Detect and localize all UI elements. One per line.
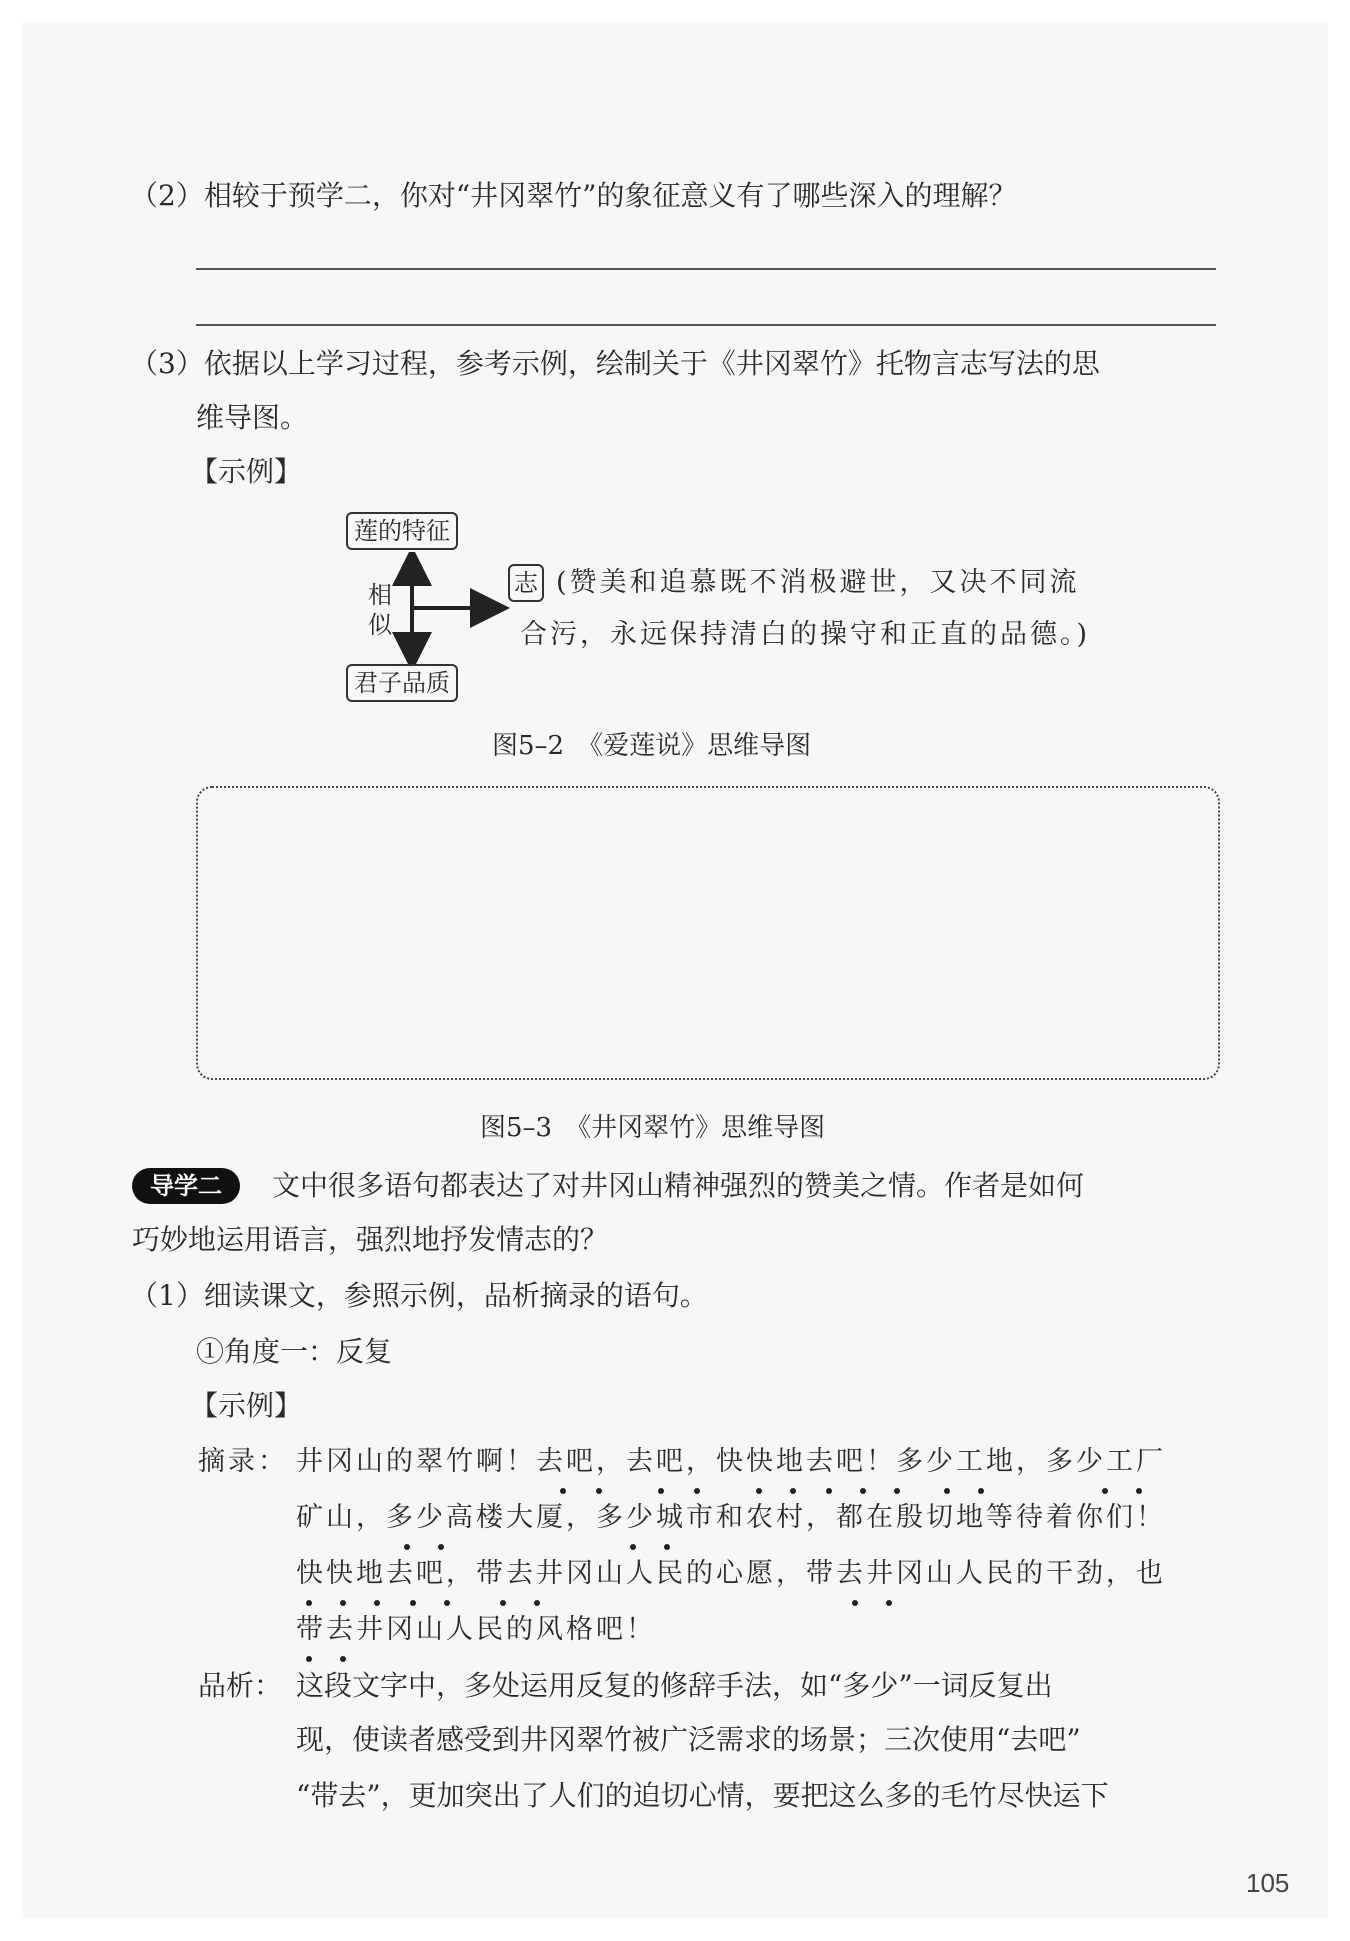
zhi-box: 志 bbox=[508, 564, 544, 602]
excerpt-line-4: 带去井冈山人民的风格吧！ bbox=[296, 1614, 656, 1645]
emphasis-dot bbox=[886, 1600, 892, 1606]
emphasis-dot bbox=[664, 1544, 670, 1550]
emphasis-dot bbox=[374, 1600, 380, 1606]
analysis-line-1: 这段文字中，多处运用反复的修辞手法，如“多少”一词反复出 bbox=[296, 1669, 1053, 1702]
emphasis-dot bbox=[438, 1544, 444, 1550]
page-number: 105 bbox=[1246, 1868, 1290, 1898]
mindmap-arrows bbox=[390, 552, 510, 664]
lotus-feature-box: 莲的特征 bbox=[346, 512, 458, 550]
emphasis-dot bbox=[894, 1488, 900, 1494]
question-3-line-1: （3）依据以上学习过程，参考示例，绘制关于《井冈翠竹》托物言志写法的思 bbox=[130, 347, 1100, 380]
mindmap-drawing-area[interactable] bbox=[196, 786, 1220, 1080]
emphasis-dot bbox=[534, 1600, 540, 1606]
guided-study-2-line-1: 文中很多语句都表达了对井冈山精神强烈的赞美之情。作者是如何 bbox=[272, 1169, 1085, 1202]
analysis-line-2: 现，使读者感受到井冈翠竹被广泛需求的场景；三次使用“去吧” bbox=[296, 1723, 1081, 1756]
answer-line-2[interactable] bbox=[196, 324, 1216, 326]
emphasis-dot bbox=[790, 1488, 796, 1494]
emphasis-dot bbox=[306, 1656, 312, 1662]
emphasis-dot bbox=[756, 1488, 762, 1494]
emphasis-dot bbox=[340, 1600, 346, 1606]
example-label-2: 【示例】 bbox=[190, 1389, 303, 1422]
analysis-line-3: “带去”，更加突出了人们的迫切心情，要把这么多的毛竹尽快运下 bbox=[296, 1779, 1109, 1812]
angle-1: ①角度一：反复 bbox=[196, 1335, 393, 1368]
emphasis-dot bbox=[852, 1600, 858, 1606]
question-2: （2）相较于预学二，你对“井冈翠竹”的象征意义有了哪些深入的理解？ bbox=[130, 179, 1017, 212]
figure-5-2-caption: 图5–2 《爱莲说》思维导图 bbox=[492, 731, 812, 761]
emphasis-dot bbox=[340, 1656, 346, 1662]
zhi-text-1: (赞美和追慕既不消极避世，又决不同流 bbox=[556, 567, 1080, 598]
excerpt-line-1: 井冈山的翠竹啊！去吧，去吧，快快地去吧！多少工地，多少工厂 bbox=[296, 1446, 1166, 1477]
gentleman-quality-box: 君子品质 bbox=[346, 664, 458, 702]
emphasis-dot bbox=[1136, 1488, 1142, 1494]
excerpt-label: 摘录： bbox=[198, 1446, 288, 1477]
emphasis-dot bbox=[658, 1488, 664, 1494]
figure-5-3-caption: 图5–3 《井冈翠竹》思维导图 bbox=[480, 1113, 826, 1143]
emphasis-dot bbox=[860, 1488, 866, 1494]
excerpt-line-3: 快快地去吧，带去井冈山人民的心愿，带去井冈山人民的干劲，也 bbox=[296, 1558, 1166, 1589]
question-3-line-2: 维导图。 bbox=[196, 401, 309, 434]
guided-study-2-badge: 导学二 bbox=[132, 1168, 240, 1204]
zhi-text-2: 合污，永远保持清白的操守和正直的品德。) bbox=[520, 619, 1091, 650]
sub-question-1: （1）细读课文，参照示例，品析摘录的语句。 bbox=[130, 1279, 708, 1312]
example-label: 【示例】 bbox=[190, 455, 303, 488]
answer-line-1[interactable] bbox=[196, 268, 1216, 270]
emphasis-dot bbox=[596, 1488, 602, 1494]
emphasis-dot bbox=[444, 1600, 450, 1606]
emphasis-dot bbox=[826, 1488, 832, 1494]
emphasis-dot bbox=[306, 1600, 312, 1606]
emphasis-dot bbox=[404, 1544, 410, 1550]
emphasis-dot bbox=[630, 1544, 636, 1550]
emphasis-dot bbox=[694, 1488, 700, 1494]
similar-label-2: 似 bbox=[368, 611, 392, 639]
similar-label-1: 相 bbox=[368, 581, 392, 609]
emphasis-dot bbox=[560, 1488, 566, 1494]
emphasis-dot bbox=[1102, 1488, 1108, 1494]
guided-study-2-line-2: 巧妙地运用语言，强烈地抒发情志的？ bbox=[132, 1223, 609, 1256]
emphasis-dot bbox=[500, 1600, 506, 1606]
emphasis-dot bbox=[410, 1600, 416, 1606]
emphasis-dot bbox=[944, 1488, 950, 1494]
excerpt-line-2: 矿山，多少高楼大厦，多少城市和农村，都在殷切地等待着你们！ bbox=[296, 1502, 1166, 1533]
emphasis-dot bbox=[978, 1488, 984, 1494]
analysis-label: 品析： bbox=[198, 1669, 283, 1702]
